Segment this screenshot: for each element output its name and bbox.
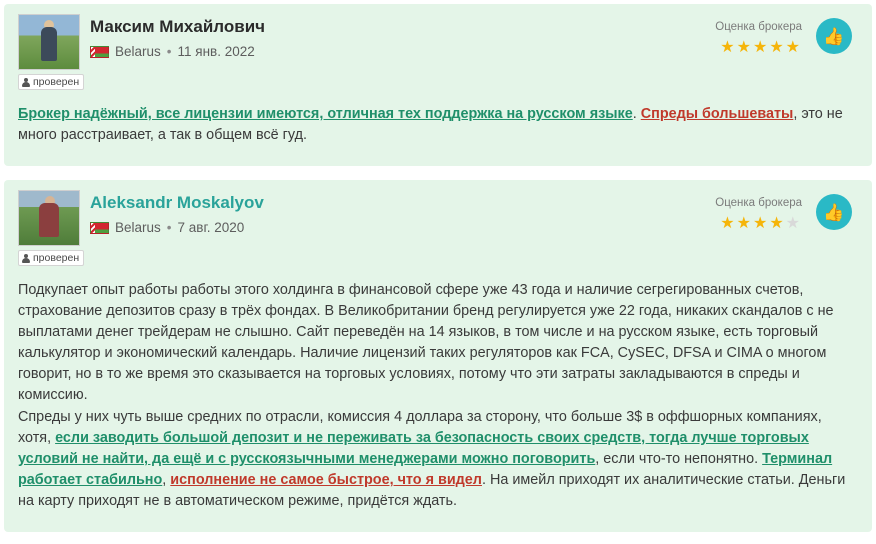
star-icon: ★ [720, 39, 737, 56]
star-icon: ★ [736, 215, 753, 232]
verified-label: проверен [33, 76, 80, 88]
review-text: Подкупает опыт работы работы этого холдинга в финансовой сфере уже 43 года и наличие сегрегированных счетов, страхование депозитов сразу в трёх фондах. В Великобритании бренд регулируется уже 22 года, никаких скандалов с не выплатами денег трейдерам не слышно. Сайт переведён на 14 языков, в том числе и на русском языке, есть торговый калькулятор и экономический календарь. Наличие лицензий таких регуляторов как FCA, CySEC, DFSA и CIMA о многом говорит, но в то же время это сказывается на торговых условиях, потому что эти затраты закладываются в спреды и комиссию. [18, 282, 834, 403]
review-text: , [162, 472, 171, 488]
star-icon: ★ [785, 39, 802, 56]
flag-belarus-icon [90, 222, 109, 234]
review-text: Спреды у них чуть выше средних по отрасли, комиссия 4 доллара за сторону, что больше 3$ в оффшорных компаниях, хотя, [18, 409, 822, 446]
avatar [18, 190, 80, 246]
verified-label: проверен [33, 252, 80, 264]
verified-badge [18, 74, 84, 90]
flag-belarus-icon [90, 46, 109, 58]
highlight-positive-link[interactable]: Брокер надёжный, все лицензии имеются, отличная тех поддержка на русском языке [18, 106, 633, 122]
avatar [18, 14, 80, 70]
highlight-positive-link[interactable]: Терминал работает стабильно [18, 451, 833, 488]
review-body [18, 280, 858, 512]
review-text: , это не много расстраивает, а так в общем всё гуд. [18, 106, 843, 143]
thumbs-up-icon[interactable]: 👍 [816, 18, 852, 54]
star-icon: ★ [736, 39, 753, 56]
highlight-positive-link[interactable]: если заводить большой депозит и не переживать за безопасность своих средств, тогда лучше торговых условий не найти, да ещё и с русскоязычными менеджерами можно поговорить [18, 430, 809, 467]
review-text: , если что-то непонятно. [595, 451, 763, 467]
author-name: Максим Михайлович [90, 17, 266, 36]
rating-block [642, 20, 802, 57]
review-header [18, 14, 858, 90]
rating-label: Оценка брокера [715, 21, 802, 33]
country-label: Belarus [115, 44, 161, 59]
review-card [4, 180, 872, 532]
star-icon: ★ [769, 215, 786, 232]
rating-block [642, 196, 802, 233]
star-rating [642, 37, 802, 57]
review-header [18, 190, 858, 266]
review-body [18, 104, 858, 146]
country-label: Belarus [115, 220, 161, 235]
person-icon [22, 254, 30, 263]
meta-separator: • [166, 44, 172, 59]
star-rating [642, 213, 802, 233]
star-icon: ★ [752, 215, 770, 232]
meta-separator: • [166, 220, 172, 235]
avatar-column [18, 190, 90, 266]
review-text: . На имейл приходят их аналитические статьи. Деньги на карту приходят не в автоматическом режиме, придётся ждать. [18, 472, 846, 509]
review-date: 7 авг. 2020 [177, 220, 245, 235]
review-card [4, 4, 872, 166]
star-icon: ★ [785, 215, 802, 232]
star-icon: ★ [769, 39, 786, 56]
review-text: . [632, 106, 641, 122]
avatar-body [41, 27, 57, 61]
person-icon [22, 78, 30, 87]
author-name: Aleksandr Moskalyov [90, 193, 264, 212]
rating-label: Оценка брокера [715, 197, 802, 209]
star-icon: ★ [752, 39, 770, 56]
thumbs-up-icon[interactable]: 👍 [816, 194, 852, 230]
verified-badge [18, 250, 84, 266]
review-paragraph [18, 280, 858, 406]
review-date: 11 янв. 2022 [177, 44, 255, 59]
highlight-negative-link[interactable]: Спреды большеваты [640, 106, 794, 122]
highlight-negative-link[interactable]: исполнение не самое быстрое, что я видел [170, 472, 482, 488]
avatar-body [39, 203, 59, 237]
star-icon: ★ [720, 215, 737, 232]
avatar-column [18, 14, 90, 90]
review-paragraph [18, 407, 858, 512]
reviews-page [0, 4, 876, 544]
review-paragraph [18, 104, 858, 146]
